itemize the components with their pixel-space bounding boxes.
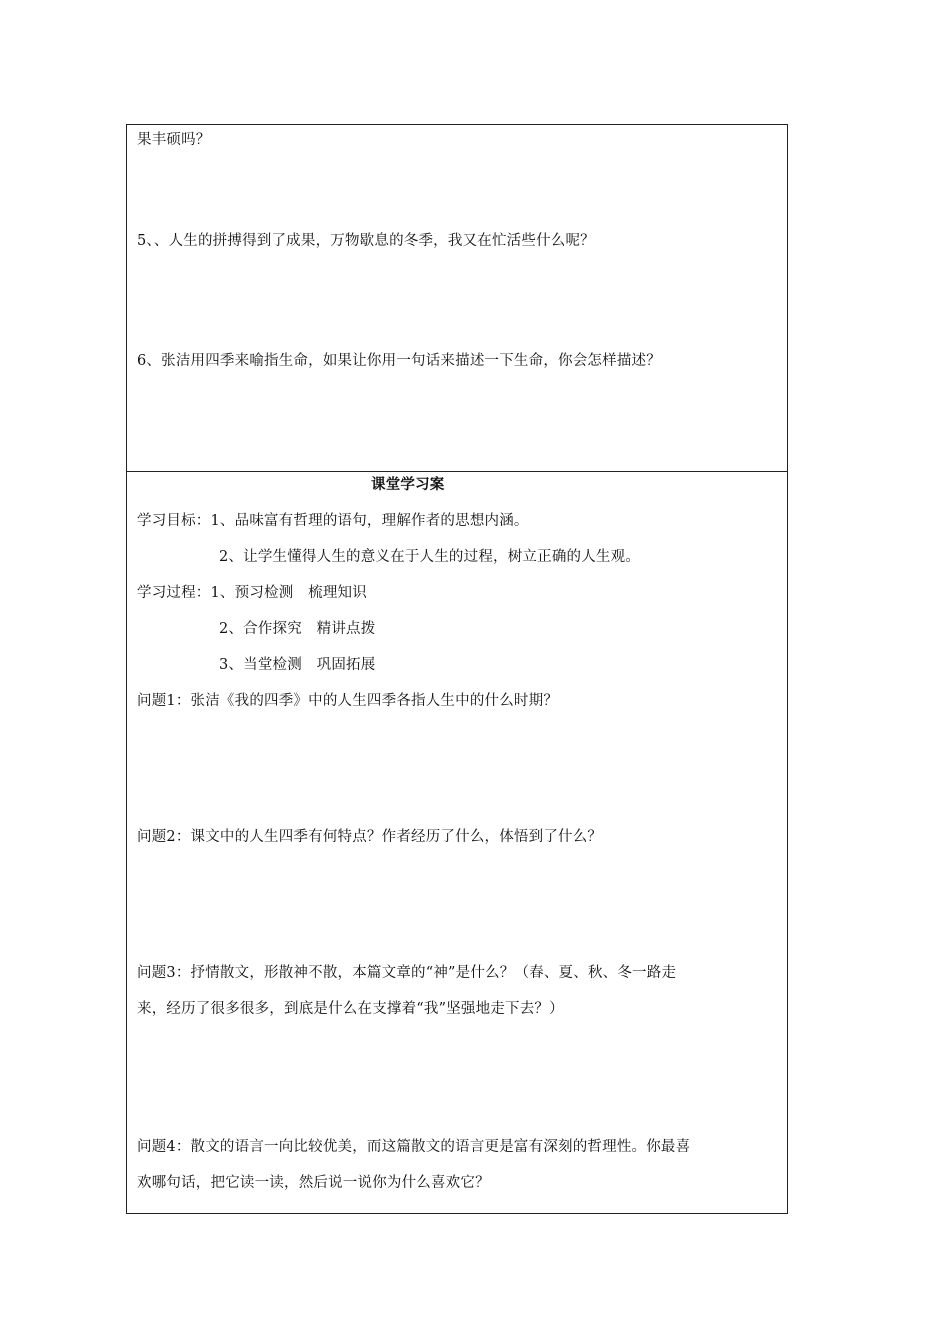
continued-question-text: 果丰硕吗？	[137, 132, 211, 148]
question-4-line-2: 欢哪句话，把它读一读，然后说一说你为什么喜欢它？	[137, 1175, 490, 1191]
question-2: 问题2：课文中的人生四季有何特点？作者经历了什么，体悟到了什么？	[137, 829, 603, 845]
section-title: 课堂学习案	[371, 477, 445, 493]
question-5: 5、、人生的拼搏得到了成果，万物歇息的冬季，我又在忙活些什么呢？	[137, 233, 595, 249]
question-3-line-2: 来，经历了很多很多，到底是什么在支撑着“我”坚强地走下去？）	[137, 1001, 564, 1017]
question-3-line-1: 问题3：抒情散文，形散神不散，本篇文章的“神”是什么？（春、夏、秋、冬一路走	[137, 965, 677, 981]
question-1: 问题1：张洁《我的四季》中的人生四季各指人生中的什么时期？	[137, 693, 559, 709]
learning-process-1: 学习过程：1、预习检测 梳理知识	[137, 585, 367, 601]
worksheet-table	[126, 124, 788, 1214]
question-6: 6、张洁用四季来喻指生命，如果让你用一句话来描述一下生命，你会怎样描述？	[137, 353, 661, 369]
learning-process-3: 3、当堂检测 巩固拓展	[219, 657, 376, 673]
learning-goal-2: 2、让学生懂得人生的意义在于人生的过程，树立正确的人生观。	[219, 549, 641, 565]
learning-process-2: 2、合作探究 精讲点拨	[219, 621, 376, 637]
row-divider	[127, 471, 787, 472]
learning-goal-1: 学习目标：1、品味富有哲理的语句，理解作者的思想内涵。	[137, 513, 529, 529]
question-4-line-1: 问题4：散文的语言一向比较优美，而这篇散文的语言更是富有深刻的哲理性。你最喜	[137, 1139, 691, 1155]
